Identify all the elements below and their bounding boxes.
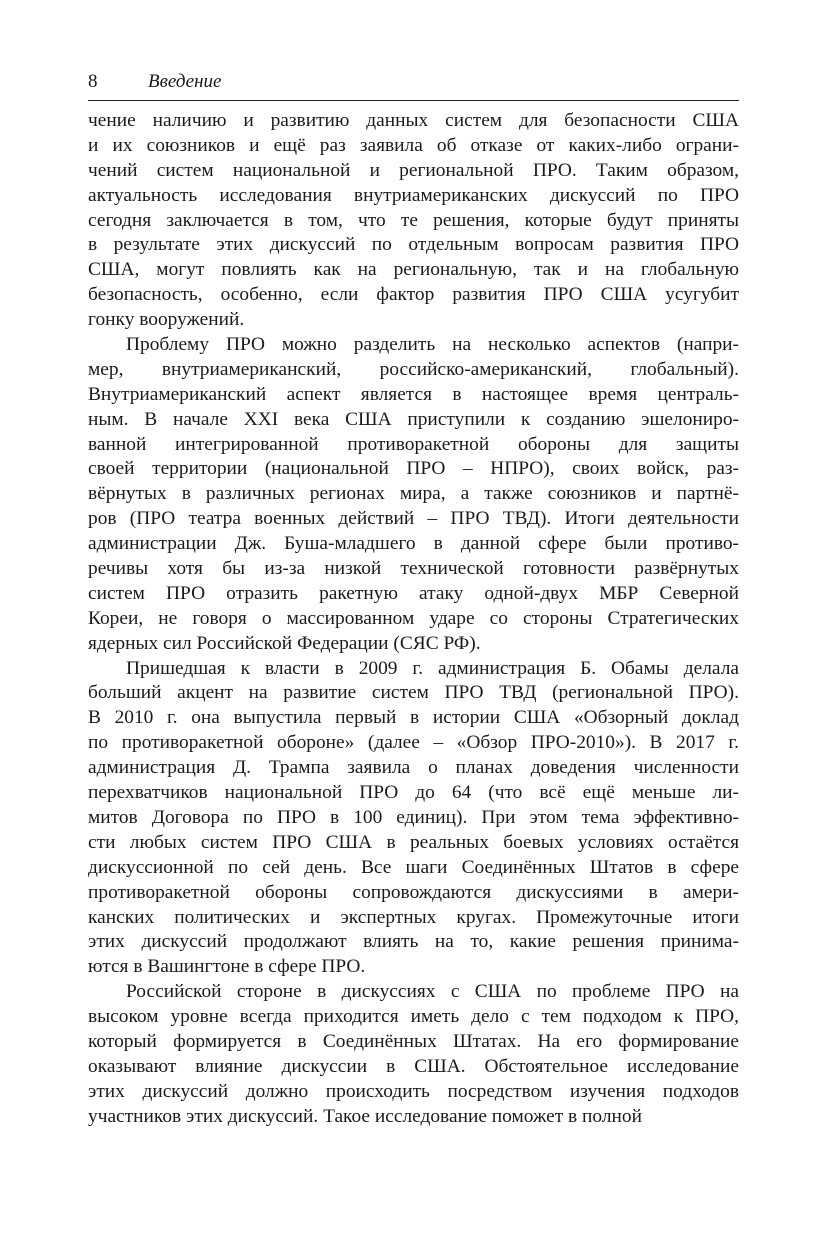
text-line: своей территории (национальной ПРО – НПРО), своих войск, раз-: [88, 458, 739, 480]
text-line: участников этих дискуссий. Такое исследование поможет в полной: [88, 1105, 642, 1127]
text-line: систем ПРО отразить ракетную атаку одной-двух МБР Северной: [88, 582, 739, 604]
text-line: по противоракетной обороне» (далее – «Обзор ПРО-2010»). В 2017 г.: [88, 732, 739, 754]
text-line: противоракетной обороны сопровождаются дискуссиями в амери-: [88, 881, 739, 903]
text-line: речивы хотя бы из-за низкой технической готовности развёрнутых: [88, 558, 739, 580]
text-line: В 2010 г. она выпустила первый в истории США «Обзорный доклад: [88, 707, 739, 729]
text-line: безопасность, особенно, если фактор развития ПРО США усугубит: [88, 284, 739, 306]
text-line: больший акцент на развитие систем ПРО ТВД (региональной ПРО).: [88, 682, 739, 704]
paragraph: [88, 333, 739, 657]
text-line: высоком уровне всегда приходится иметь дело с тем подходом к ПРО,: [88, 1006, 739, 1028]
text-line: администрация Д. Трампа заявила о планах доведения численности: [88, 757, 739, 779]
text-line: Российской стороне в дискуссиях с США по проблеме ПРО на: [126, 981, 739, 1003]
text-line: Пришедшая к власти в 2009 г. администрация Б. Обамы делала: [126, 657, 739, 679]
text-line: этих дискуссий должно происходить посредством изучения подходов: [88, 1080, 739, 1102]
text-line: ванной интегрированной противоракетной обороны для защиты: [88, 433, 739, 455]
page-number: 8: [88, 71, 98, 92]
text-line: митов Договора по ПРО в 100 единиц). При этом тема эффективно-: [88, 806, 739, 828]
text-line: США, могут повлиять как на региональную, так и на глобальную: [88, 259, 739, 281]
text-line: чение наличию и развитию данных систем для безопасности США: [88, 110, 739, 131]
text-line: этих дискуссий продолжают влиять на то, какие решения принима-: [88, 931, 739, 953]
text-line: администрации Дж. Буша-младшего в данной сфере были противо-: [88, 533, 739, 555]
text-line: Кореи, не говоря о массированном ударе со стороны Стратегических: [88, 607, 739, 629]
text-line: актуальность исследования внутриамериканских дискуссий по ПРО: [88, 184, 739, 206]
text-line: ров (ПРО театра военных действий – ПРО ТВД). Итоги деятельности: [88, 508, 739, 530]
text-line: и их союзников и ещё раз заявила об отказе от каких-либо ограни-: [88, 134, 739, 156]
paragraph: [88, 980, 739, 1129]
text-line: чений систем национальной и региональной ПРО. Таким образом,: [88, 159, 739, 181]
text-line: Проблему ПРО можно разделить на несколько аспектов (напри-: [126, 334, 739, 356]
text-line: канских политических и экспертных кругах. Промежуточные итоги: [88, 906, 739, 928]
running-title: Введение: [148, 71, 222, 92]
text-line: Внутриамериканский аспект является в настоящее время централь-: [88, 383, 739, 405]
text-line: вёрнутых в различных регионах мира, а также союзников и партнё-: [88, 483, 739, 505]
paragraph: [88, 657, 739, 981]
book-page: [88, 68, 739, 1130]
text-line: в результате этих дискуссий по отдельным вопросам развития ПРО: [88, 234, 739, 256]
text-line: ным. В начале XXI века США приступили к созданию эшелониро-: [88, 408, 739, 430]
text-line: который формируется в Соединённых Штатах. На его формирование: [88, 1030, 739, 1052]
text-line: ядерных сил Российской Федерации (СЯС РФ).: [88, 632, 481, 654]
text-line: сти любых систем ПРО США в реальных боевых условиях остаётся: [88, 831, 739, 853]
text-line: перехватчиков национальной ПРО до 64 (что всё ещё меньше ли-: [88, 782, 739, 804]
text-line: оказывают влияние дискуссии в США. Обстоятельное исследование: [88, 1055, 739, 1077]
text-line: ются в Вашингтоне в сфере ПРО.: [88, 956, 366, 978]
body-text: [88, 109, 739, 1130]
paragraph: [88, 109, 739, 333]
text-line: мер, внутриамериканский, российско-американский, глобальный).: [88, 358, 739, 380]
text-line: дискуссионной по сей день. Все шаги Соединённых Штатов в сфере: [88, 856, 739, 878]
text-line: сегодня заключается в том, что те решения, которые будут приняты: [88, 209, 739, 231]
text-line: гонку вооружений.: [88, 309, 245, 331]
running-header: [88, 68, 739, 101]
